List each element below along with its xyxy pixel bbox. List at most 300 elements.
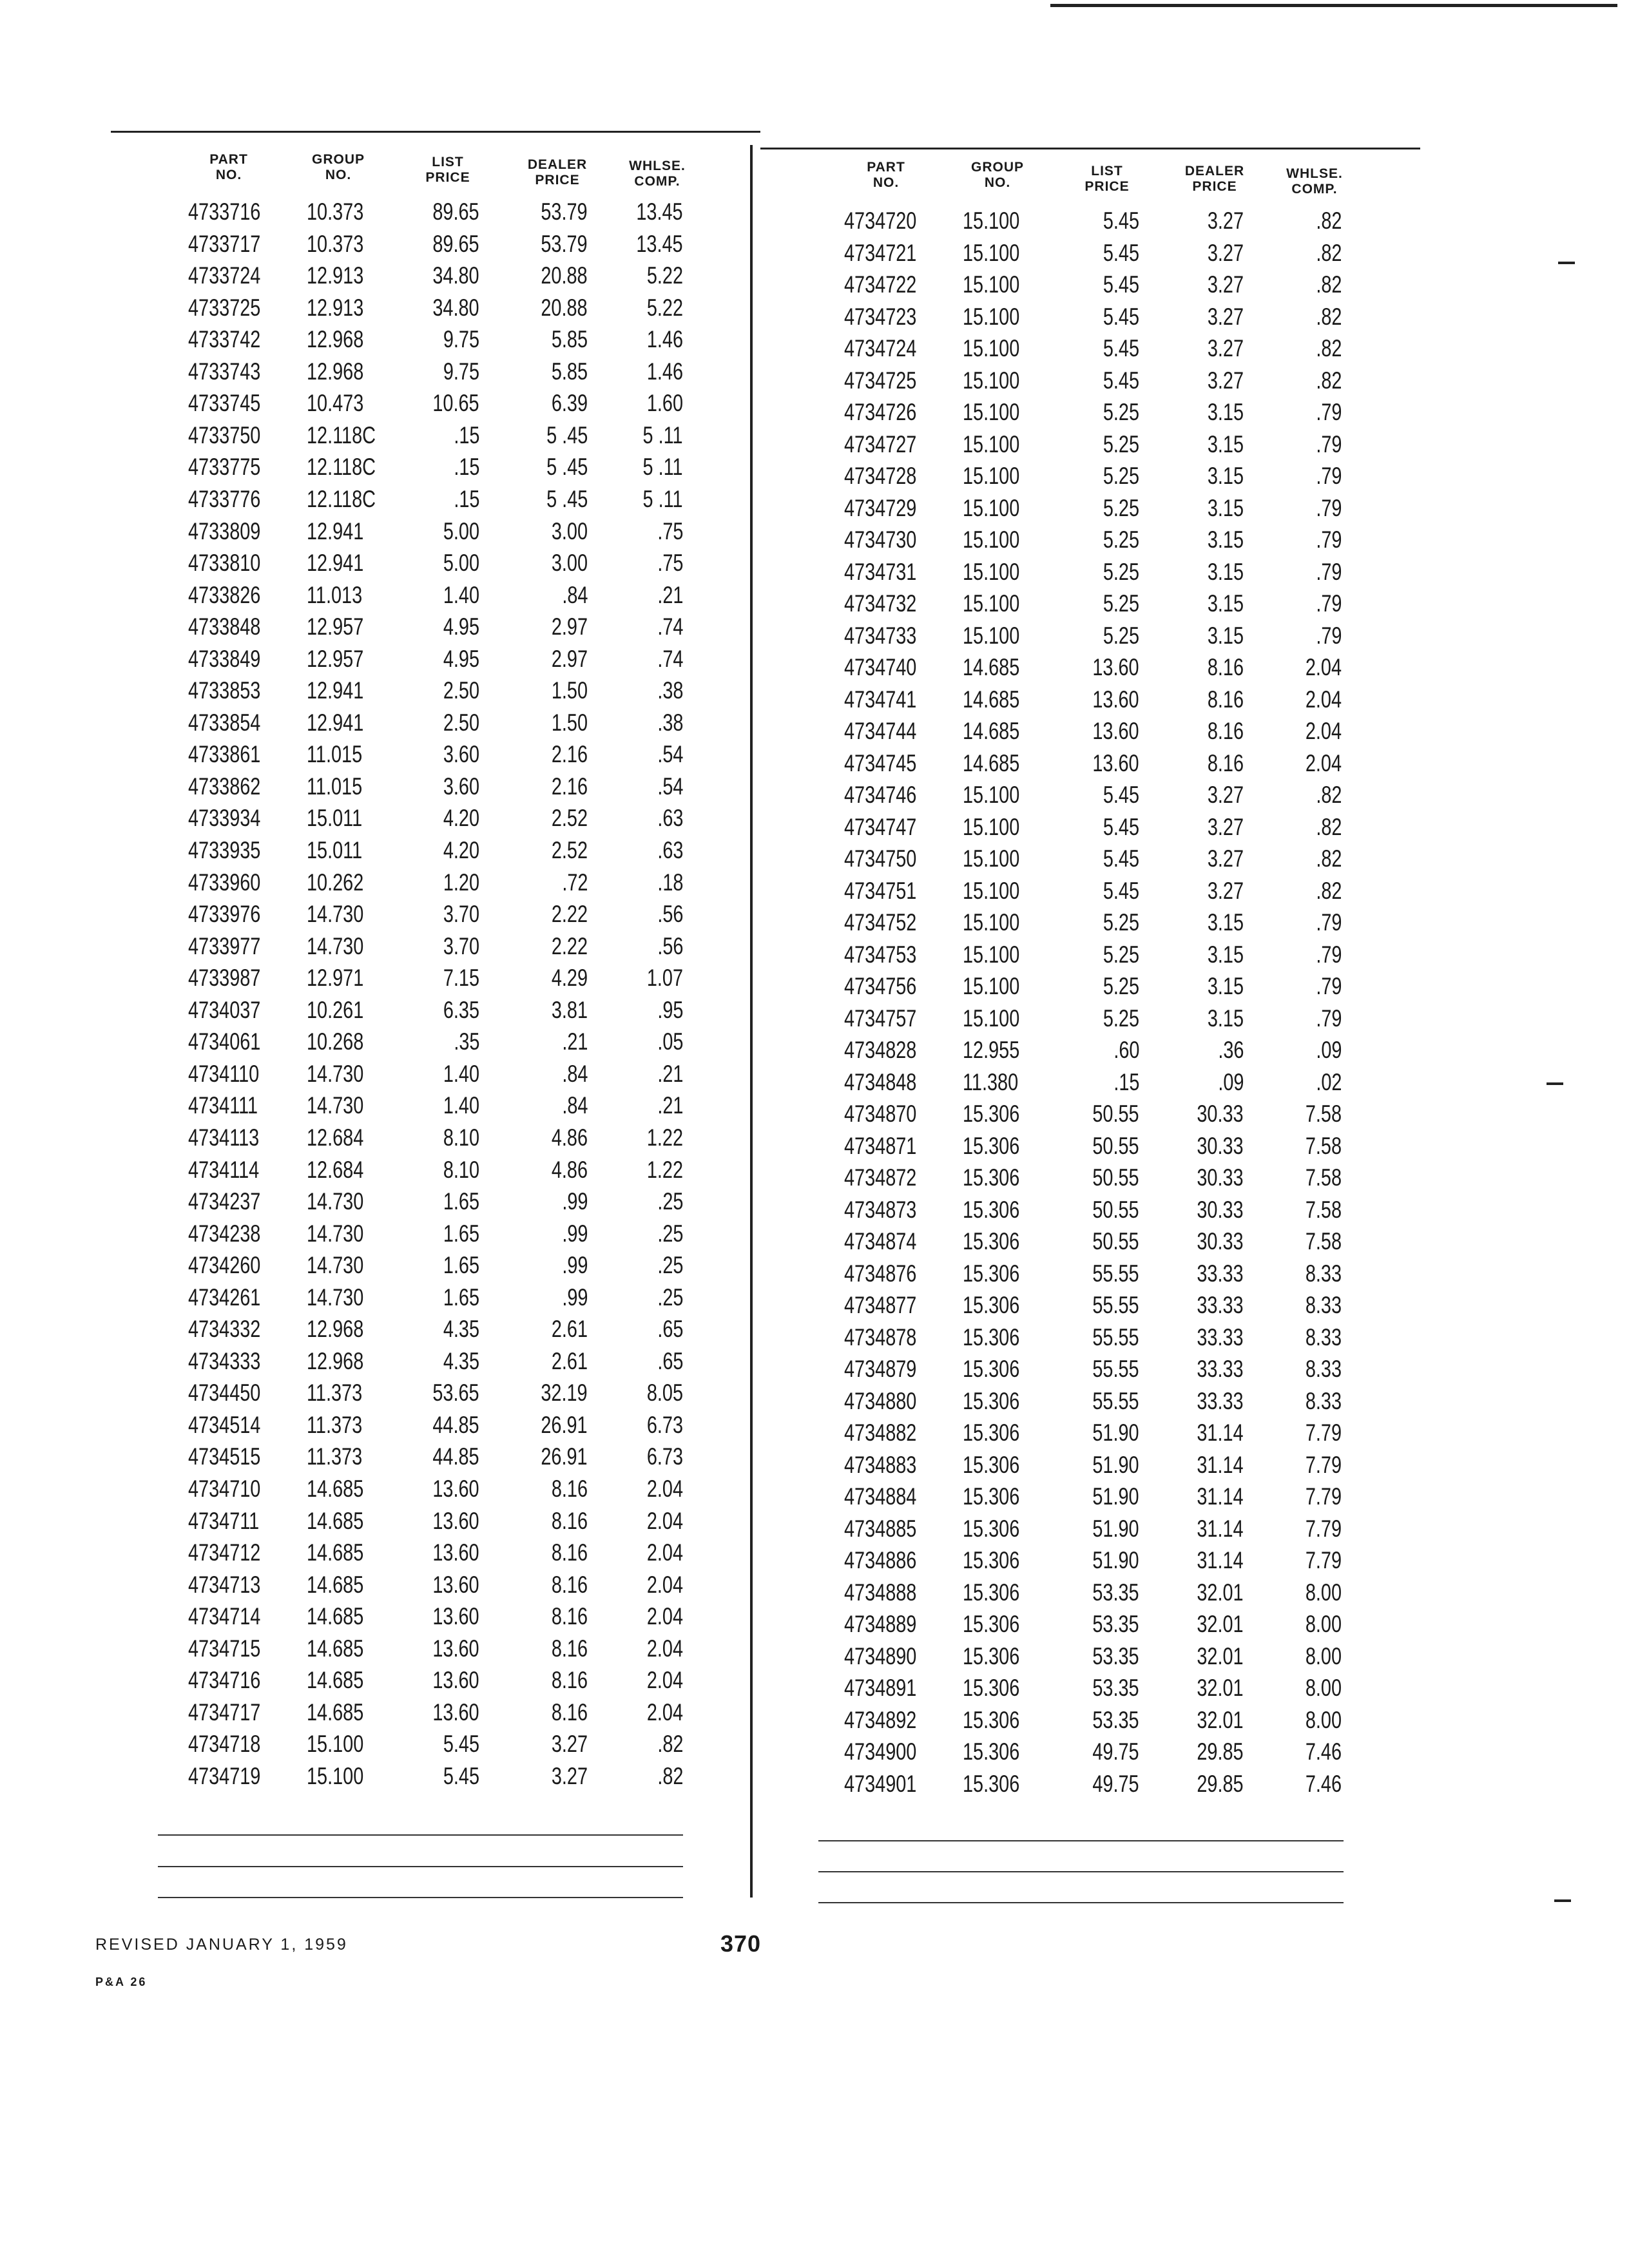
part-number-cell: 4734848 (844, 1068, 917, 1095)
group-number-cell: 14.685 (963, 686, 1020, 713)
dealer-price-cell: 32.01 (1197, 1579, 1244, 1606)
group-number-cell: 15.100 (307, 1762, 364, 1789)
list-price-cell: 2.50 (443, 709, 479, 736)
dealer-price-cell: 2.16 (551, 741, 588, 768)
part-number-cell: 4734715 (188, 1635, 261, 1662)
list-price-cell: 13.60 (432, 1667, 479, 1694)
right-header-whlse-comp: WHLSE. COMP. (1286, 166, 1343, 197)
table-row (0, 1194, 1629, 1226)
table-row (0, 1736, 1629, 1768)
group-number-cell: 10.262 (307, 869, 364, 896)
table-row (0, 1258, 1629, 1290)
part-number-cell: 4734731 (844, 558, 917, 585)
part-number-cell: 4734727 (844, 430, 917, 457)
list-price-cell: 5.25 (1103, 463, 1139, 489)
list-price-cell: 13.60 (432, 1475, 479, 1502)
whlse-comp-cell: .79 (1315, 526, 1342, 553)
part-number-cell: 4734878 (844, 1323, 917, 1350)
whlse-comp-cell: .82 (657, 1731, 683, 1758)
dealer-price-cell: 3.15 (1207, 622, 1244, 649)
whlse-comp-cell: .95 (657, 996, 683, 1023)
group-number-cell: 15.100 (963, 941, 1020, 968)
dealer-price-cell: 3.15 (1207, 973, 1244, 999)
group-number-cell: 11.015 (307, 741, 363, 768)
list-price-cell: 53.35 (1092, 1611, 1139, 1637)
group-number-cell: 15.100 (963, 526, 1020, 553)
table-row (0, 1672, 1629, 1704)
whlse-comp-cell: .79 (1315, 463, 1342, 489)
group-number-cell: 14.730 (307, 1060, 364, 1087)
group-number-cell: 10.473 (307, 390, 364, 417)
part-number-cell: 4734745 (844, 749, 917, 776)
group-number-cell: 11.013 (307, 581, 363, 608)
part-number-cell: 4734061 (188, 1028, 261, 1055)
dealer-price-cell: 2.22 (551, 901, 588, 928)
list-price-cell: 5.45 (443, 1762, 479, 1789)
list-price-cell: 89.65 (432, 230, 479, 257)
list-price-cell: 13.60 (1092, 749, 1139, 776)
group-number-cell: 15.100 (963, 782, 1020, 808)
table-row (0, 1417, 1629, 1449)
left-header-part-no: PART NO. (209, 152, 248, 182)
group-number-cell: 15.306 (963, 1515, 1020, 1542)
dealer-price-cell: 3.15 (1207, 1004, 1244, 1032)
group-number-cell: 14.685 (307, 1571, 364, 1598)
whlse-comp-cell: .82 (1315, 367, 1342, 394)
list-price-cell: 5.25 (1103, 526, 1139, 553)
whlse-comp-cell: .74 (657, 645, 683, 672)
whlse-comp-cell: 5 .11 (642, 454, 683, 481)
whlse-comp-cell: 7.79 (1305, 1483, 1342, 1510)
dealer-price-cell: 3.27 (1207, 877, 1244, 904)
whlse-comp-cell: .79 (1315, 973, 1342, 999)
whlse-comp-cell: 1.46 (646, 326, 683, 353)
group-number-cell: 15.306 (963, 1706, 1020, 1733)
part-number-cell: 4734721 (844, 239, 917, 266)
part-number-cell: 4734871 (844, 1132, 917, 1159)
list-price-cell: 5.25 (1103, 909, 1139, 936)
dealer-price-cell: 32.01 (1197, 1642, 1244, 1669)
dealer-price-cell: 3.15 (1207, 399, 1244, 425)
part-number-cell: 4734333 (188, 1347, 261, 1374)
part-number-cell: 4733742 (188, 326, 261, 353)
dealer-price-cell: 31.14 (1197, 1547, 1244, 1573)
dealer-price-cell: 3.00 (551, 550, 588, 577)
dealer-price-cell: 2.97 (551, 645, 588, 672)
whlse-comp-cell: 6.73 (646, 1411, 683, 1438)
part-number-cell: 4734750 (844, 845, 917, 872)
table-row (0, 1513, 1629, 1545)
part-number-cell: 4734726 (844, 399, 917, 425)
table-row (0, 1034, 1629, 1066)
list-price-cell: 5.25 (1103, 494, 1139, 521)
whlse-comp-cell: 7.46 (1305, 1770, 1342, 1797)
group-number-cell: 15.100 (963, 1004, 1020, 1032)
whlse-comp-cell: .38 (657, 677, 683, 704)
group-number-cell: 11.373 (307, 1411, 363, 1438)
dealer-price-cell: 3.15 (1207, 430, 1244, 457)
list-price-cell: 4.20 (443, 837, 479, 863)
group-number-cell: 14.685 (963, 749, 1020, 776)
table-row (0, 747, 1629, 780)
whlse-comp-cell: 2.04 (646, 1603, 683, 1630)
group-number-cell: 15.306 (963, 1228, 1020, 1254)
top-edge-rule (1050, 4, 1617, 7)
group-number-cell: 15.100 (963, 909, 1020, 936)
whlse-comp-cell: 8.33 (1305, 1323, 1342, 1350)
part-number-cell: 4734892 (844, 1706, 917, 1733)
dealer-price-cell: 31.14 (1197, 1451, 1244, 1478)
part-number-cell: 4734884 (844, 1483, 917, 1510)
part-number-cell: 4733853 (188, 677, 261, 704)
part-number-cell: 4734828 (844, 1037, 917, 1063)
part-number-cell: 4734515 (188, 1443, 261, 1470)
group-number-cell: 15.306 (963, 1387, 1020, 1414)
dealer-price-cell: 3.27 (1207, 782, 1244, 808)
group-number-cell: 12.941 (307, 709, 364, 736)
dealer-price-cell: 1.50 (551, 709, 588, 736)
dealer-price-cell: 8.16 (1207, 654, 1244, 680)
table-row (0, 1449, 1629, 1481)
list-price-cell: 34.80 (432, 262, 479, 289)
part-number-cell: 4734885 (844, 1515, 917, 1542)
whlse-comp-cell: .25 (657, 1220, 683, 1247)
dealer-price-cell: 4.86 (551, 1124, 588, 1151)
part-number-cell: 4733861 (188, 741, 261, 768)
group-number-cell: 15.306 (963, 1738, 1020, 1765)
part-number-cell: 4734037 (188, 996, 261, 1023)
table-row (0, 556, 1629, 588)
dealer-price-cell: .84 (561, 581, 588, 608)
table-row (0, 651, 1629, 684)
table-row (0, 1289, 1629, 1321)
part-number-cell: 4734873 (844, 1196, 917, 1223)
dealer-price-cell: 3.27 (1207, 271, 1244, 298)
group-number-cell: 15.306 (963, 1483, 1020, 1510)
whlse-comp-cell: 8.00 (1305, 1675, 1342, 1701)
dealer-price-cell: 8.16 (551, 1571, 588, 1598)
whlse-comp-cell: 2.04 (1305, 749, 1342, 776)
dealer-price-cell: 32.01 (1197, 1611, 1244, 1637)
table-row (0, 875, 1629, 907)
table-row (0, 970, 1629, 1003)
list-price-cell: 53.35 (1092, 1675, 1139, 1701)
whlse-comp-cell: .82 (1315, 845, 1342, 872)
whlse-comp-cell: .63 (657, 805, 683, 832)
right-blank-line-3 (818, 1902, 1344, 1903)
dealer-price-cell: 3.27 (551, 1731, 588, 1758)
table-row (0, 269, 1629, 301)
group-number-cell: 15.306 (963, 1356, 1020, 1382)
whlse-comp-cell: 5 .11 (642, 485, 683, 512)
whlse-comp-cell: 2.04 (646, 1698, 683, 1725)
part-number-cell: 4734888 (844, 1579, 917, 1606)
whlse-comp-cell: 8.33 (1305, 1387, 1342, 1414)
dealer-price-cell: 5.85 (551, 358, 588, 385)
part-number-cell: 4734876 (844, 1260, 917, 1287)
list-price-cell: 5.45 (1103, 813, 1139, 840)
group-number-cell: 12.957 (307, 613, 364, 640)
whlse-comp-cell: .82 (1315, 335, 1342, 361)
dealer-price-cell: 5 .45 (546, 485, 588, 512)
right-header-group-no: GROUP NO. (970, 160, 1024, 190)
list-price-cell: 5.45 (1103, 207, 1139, 234)
part-number-cell: 4733854 (188, 709, 261, 736)
whlse-comp-cell: 1.22 (646, 1124, 683, 1151)
dealer-price-cell: 32.19 (541, 1379, 588, 1407)
dealer-price-cell: .21 (561, 1028, 588, 1055)
whlse-comp-cell: .56 (657, 932, 683, 959)
group-number-cell: 12.118C (307, 454, 376, 481)
dealer-price-cell: 2.97 (551, 613, 588, 640)
group-number-cell: 14.730 (307, 1220, 364, 1247)
whlse-comp-cell: .38 (657, 709, 683, 736)
part-number-cell: 4734886 (844, 1547, 917, 1573)
dealer-price-cell: 3.81 (551, 996, 588, 1023)
part-number-cell: 4733960 (188, 869, 261, 896)
table-row (0, 588, 1629, 620)
part-number-cell: 4734747 (844, 813, 917, 840)
group-number-cell: 15.306 (963, 1132, 1020, 1159)
dealer-price-cell: 31.14 (1197, 1419, 1244, 1446)
list-price-cell: 1.20 (443, 869, 479, 896)
whlse-comp-cell: 2.04 (646, 1539, 683, 1566)
dealer-price-cell: 5 .45 (546, 421, 588, 448)
whlse-comp-cell: .05 (657, 1028, 683, 1055)
right-header-dealer-price: DEALER PRICE (1184, 164, 1245, 194)
whlse-comp-cell: 2.04 (1305, 686, 1342, 713)
list-price-cell: 55.55 (1092, 1356, 1139, 1382)
whlse-comp-cell: 8.33 (1305, 1292, 1342, 1318)
part-number-cell: 4734261 (188, 1283, 261, 1311)
whlse-comp-cell: 7.46 (1305, 1738, 1342, 1765)
whlse-comp-cell: .82 (1315, 877, 1342, 904)
group-number-cell: 15.100 (963, 367, 1020, 394)
part-number-cell: 4734879 (844, 1356, 917, 1382)
list-price-cell: .35 (453, 1028, 479, 1055)
dealer-price-cell: .99 (561, 1252, 588, 1279)
group-number-cell: 15.306 (963, 1675, 1020, 1701)
whlse-comp-cell: .56 (657, 901, 683, 928)
whlse-comp-cell: .09 (1315, 1037, 1342, 1063)
whlse-comp-cell: 7.79 (1305, 1451, 1342, 1478)
dealer-price-cell: 33.33 (1197, 1387, 1244, 1414)
part-number-cell: 4734710 (188, 1475, 261, 1502)
dealer-price-cell: .09 (1217, 1068, 1244, 1095)
table-row (0, 1608, 1629, 1640)
whlse-comp-cell: 7.58 (1305, 1164, 1342, 1191)
dealer-price-cell: 8.16 (551, 1635, 588, 1662)
group-number-cell: 10.373 (307, 198, 364, 225)
list-price-cell: 5.25 (1103, 941, 1139, 968)
group-number-cell: 15.306 (963, 1770, 1020, 1797)
dealer-price-cell: 8.16 (551, 1698, 588, 1725)
list-price-cell: 34.80 (432, 294, 479, 321)
right-header-list-price: LIST PRICE (1084, 164, 1130, 194)
group-number-cell: 14.730 (307, 1188, 364, 1215)
part-number-cell: 4734718 (188, 1731, 261, 1758)
dealer-price-cell: 3.27 (1207, 335, 1244, 361)
whlse-comp-cell: 7.79 (1305, 1547, 1342, 1573)
whlse-comp-cell: 2.04 (1305, 654, 1342, 680)
whlse-comp-cell: 8.33 (1305, 1356, 1342, 1382)
part-number-cell: 4734514 (188, 1411, 261, 1438)
part-number-cell: 4733750 (188, 421, 261, 448)
whlse-comp-cell: .63 (657, 837, 683, 863)
whlse-comp-cell: 7.58 (1305, 1132, 1342, 1159)
group-number-cell: 15.100 (963, 207, 1020, 234)
table-row (0, 1768, 1629, 1800)
group-number-cell: 15.306 (963, 1642, 1020, 1669)
dealer-price-cell: 2.52 (551, 805, 588, 832)
part-number-cell: 4734753 (844, 941, 917, 968)
whlse-comp-cell: 2.04 (646, 1507, 683, 1534)
list-price-cell: 13.60 (432, 1698, 479, 1725)
dealer-price-cell: 3.15 (1207, 909, 1244, 936)
group-number-cell: 15.100 (307, 1731, 364, 1758)
whlse-comp-cell: .79 (1315, 558, 1342, 585)
list-price-cell: 1.40 (443, 1060, 479, 1087)
group-number-cell: 11.373 (307, 1443, 363, 1470)
list-price-cell: 44.85 (432, 1443, 479, 1470)
list-price-cell: 55.55 (1092, 1292, 1139, 1318)
right-header-part-no: PART NO. (867, 160, 905, 190)
list-price-cell: 4.35 (443, 1316, 479, 1343)
part-number-cell: 4734890 (844, 1642, 917, 1669)
group-number-cell: 14.730 (307, 1252, 364, 1279)
part-number-cell: 4733977 (188, 932, 261, 959)
list-price-cell: 5.25 (1103, 558, 1139, 585)
group-number-cell: 10.373 (307, 230, 364, 257)
whlse-comp-cell: .18 (657, 869, 683, 896)
list-price-cell: 13.60 (432, 1603, 479, 1630)
revised-date: REVISED JANUARY 1, 1959 (95, 1936, 348, 1954)
list-price-cell: 8.10 (443, 1156, 479, 1183)
right-header-rule (760, 148, 1420, 149)
whlse-comp-cell: 7.58 (1305, 1100, 1342, 1127)
list-price-cell: 4.20 (443, 805, 479, 832)
group-number-cell: 12.955 (963, 1037, 1020, 1063)
table-row (0, 365, 1629, 397)
part-number-cell: 4734880 (844, 1387, 917, 1414)
group-number-cell: 12.968 (307, 1347, 364, 1374)
list-price-cell: 5.45 (443, 1731, 479, 1758)
list-price-cell: 4.35 (443, 1347, 479, 1374)
part-number-cell: 4734746 (844, 782, 917, 808)
list-price-cell: 1.65 (443, 1188, 479, 1215)
group-number-cell: 15.100 (963, 973, 1020, 999)
list-price-cell: 50.55 (1092, 1228, 1139, 1254)
list-price-cell: 5.45 (1103, 845, 1139, 872)
list-price-cell: 44.85 (432, 1411, 479, 1438)
part-number-cell: 4734720 (844, 207, 917, 234)
margin-mark-3 (1554, 1899, 1571, 1902)
list-price-cell: 53.35 (1092, 1642, 1139, 1669)
dealer-price-cell: 30.33 (1197, 1132, 1244, 1159)
list-price-cell: 49.75 (1092, 1738, 1139, 1765)
dealer-price-cell: 26.91 (541, 1443, 588, 1470)
part-number-cell: 4734722 (844, 271, 917, 298)
list-price-cell: 50.55 (1092, 1196, 1139, 1223)
part-number-cell: 4734740 (844, 654, 917, 680)
list-price-cell: 51.90 (1092, 1419, 1139, 1446)
table-row (0, 524, 1629, 556)
part-number-cell: 4733826 (188, 581, 261, 608)
part-number-cell: 4734237 (188, 1188, 261, 1215)
group-number-cell: 14.685 (963, 718, 1020, 744)
list-price-cell: 50.55 (1092, 1100, 1139, 1127)
whlse-comp-cell: .79 (1315, 941, 1342, 968)
table-row (0, 1003, 1629, 1035)
list-price-cell: 51.90 (1092, 1451, 1139, 1478)
whlse-comp-cell: 5.22 (646, 262, 683, 289)
whlse-comp-cell: .65 (657, 1347, 683, 1374)
table-row (0, 811, 1629, 843)
dealer-price-cell: 33.33 (1197, 1292, 1244, 1318)
part-number-cell: 4734716 (188, 1667, 261, 1694)
dealer-price-cell: .36 (1217, 1037, 1244, 1063)
list-price-cell: 9.75 (443, 358, 479, 385)
table-row (0, 1353, 1629, 1385)
list-price-cell: 6.35 (443, 996, 479, 1023)
table-row (0, 1130, 1629, 1162)
list-price-cell: 2.50 (443, 677, 479, 704)
part-number-cell: 4734711 (188, 1507, 260, 1534)
dealer-price-cell: 33.33 (1197, 1323, 1244, 1350)
part-number-cell: 4733776 (188, 485, 261, 512)
group-number-cell: 14.730 (307, 932, 364, 959)
dealer-price-cell: 8.16 (1207, 749, 1244, 776)
list-price-cell: .15 (453, 485, 479, 512)
part-number-cell: 4734741 (844, 686, 917, 713)
part-number-cell: 4734111 (188, 1092, 258, 1119)
table-row (0, 1098, 1629, 1130)
table-row (0, 843, 1629, 875)
list-price-cell: 3.70 (443, 932, 479, 959)
left-blank-line-3 (158, 1897, 683, 1898)
list-price-cell: 55.55 (1092, 1260, 1139, 1287)
table-row (0, 1704, 1629, 1736)
whlse-comp-cell: 13.45 (636, 230, 683, 257)
group-number-cell: 15.100 (963, 463, 1020, 489)
group-number-cell: 15.306 (963, 1100, 1020, 1127)
left-header-group-no: GROUP NO. (311, 152, 365, 182)
group-number-cell: 15.100 (963, 303, 1020, 330)
group-number-cell: 14.685 (307, 1539, 364, 1566)
list-price-cell: .15 (453, 421, 479, 448)
dealer-price-cell: 20.88 (541, 262, 588, 289)
whlse-comp-cell: 7.79 (1305, 1515, 1342, 1542)
whlse-comp-cell: .25 (657, 1188, 683, 1215)
dealer-price-cell: 1.50 (551, 677, 588, 704)
list-price-cell: 13.60 (432, 1539, 479, 1566)
list-price-cell: 3.70 (443, 901, 479, 928)
list-price-cell: 5.00 (443, 517, 479, 544)
whlse-comp-cell: 1.46 (646, 358, 683, 385)
table-row (0, 205, 1629, 237)
group-number-cell: 15.306 (963, 1611, 1020, 1637)
table-row (0, 907, 1629, 939)
dealer-price-cell: 8.16 (551, 1603, 588, 1630)
part-number-cell: 4734113 (188, 1124, 260, 1151)
group-number-cell: 14.685 (307, 1667, 364, 1694)
whlse-comp-cell: 13.45 (636, 198, 683, 225)
part-number-cell: 4734332 (188, 1316, 261, 1343)
dealer-price-cell: 8.16 (1207, 686, 1244, 713)
group-number-cell: 12.684 (307, 1124, 364, 1151)
part-number-cell: 4734732 (844, 590, 917, 617)
left-header-dealer-price: DEALER PRICE (527, 157, 588, 187)
